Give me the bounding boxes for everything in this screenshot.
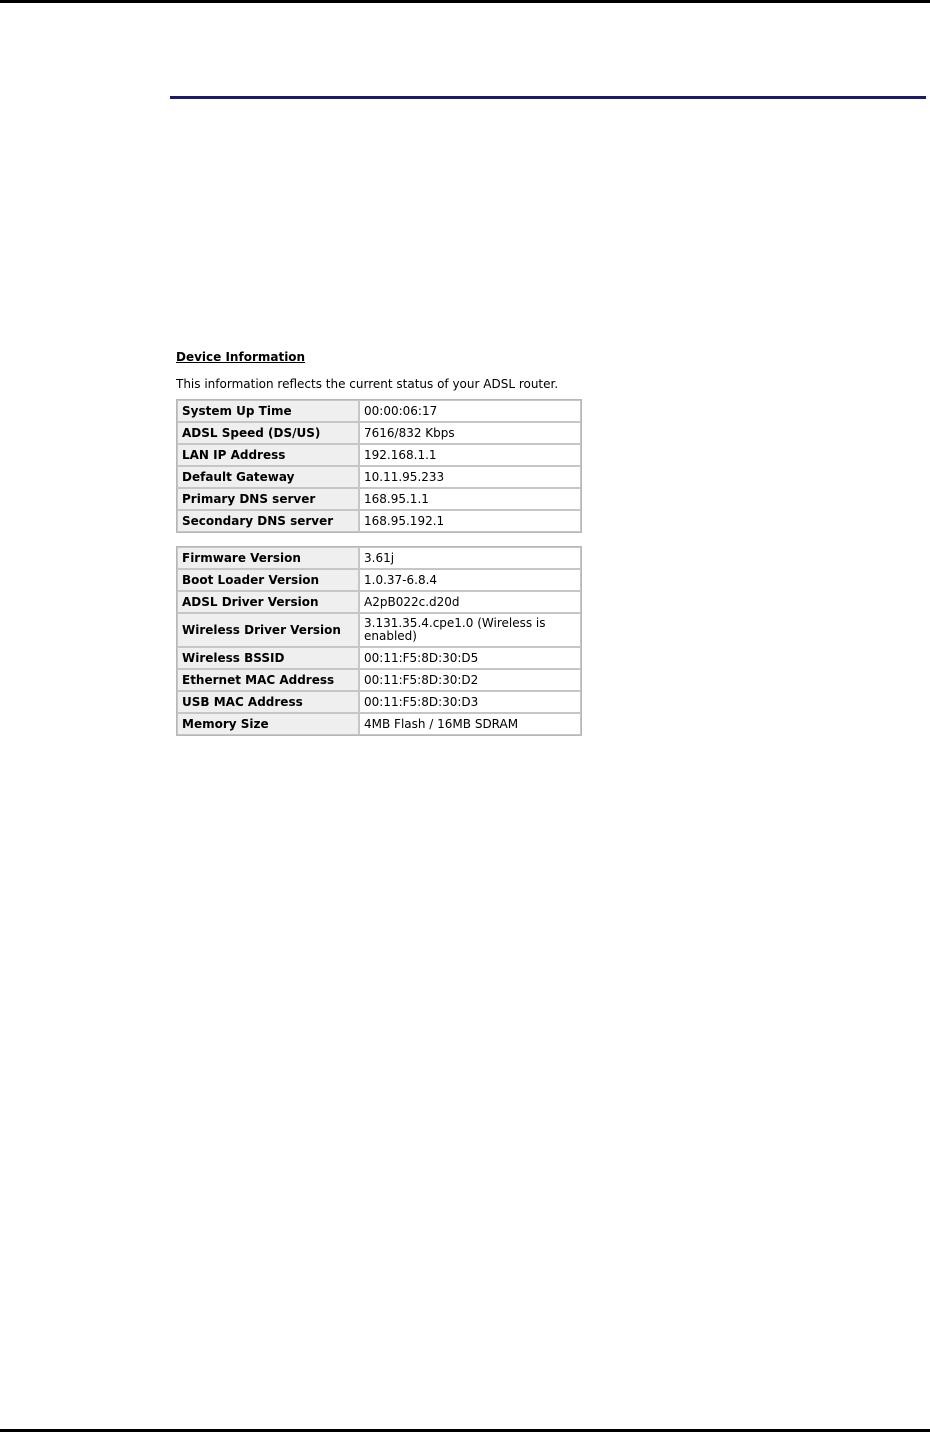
- row-value: 168.95.192.1: [359, 510, 581, 532]
- header-divider-line: [170, 96, 926, 99]
- row-value: 4MB Flash / 16MB SDRAM: [359, 713, 581, 735]
- table-row: [177, 591, 581, 613]
- row-value: 00:11:F5:8D:30:D5: [359, 647, 581, 669]
- row-value: 3.131.35.4.cpe1.0 (Wireless is enabled): [359, 613, 581, 647]
- row-label: Ethernet MAC Address: [177, 669, 359, 691]
- device-details-table: [176, 546, 582, 736]
- table-row: [177, 488, 581, 510]
- table-row: [177, 669, 581, 691]
- table-row: [177, 510, 581, 532]
- row-label: LAN IP Address: [177, 444, 359, 466]
- row-value: 00:11:F5:8D:30:D3: [359, 691, 581, 713]
- bottom-border-line: [0, 1429, 930, 1432]
- table-row: [177, 691, 581, 713]
- row-value: 1.0.37-6.8.4: [359, 569, 581, 591]
- table-row: [177, 569, 581, 591]
- row-label: Firmware Version: [177, 547, 359, 569]
- top-border-line: [0, 0, 930, 3]
- row-value: A2pB022c.d20d: [359, 591, 581, 613]
- table-row: [177, 466, 581, 488]
- row-value: 192.168.1.1: [359, 444, 581, 466]
- row-label: Wireless BSSID: [177, 647, 359, 669]
- row-value: 168.95.1.1: [359, 488, 581, 510]
- row-label: USB MAC Address: [177, 691, 359, 713]
- table-row: [177, 400, 581, 422]
- row-label: Secondary DNS server: [177, 510, 359, 532]
- table-row: [177, 613, 581, 647]
- section-title: Device Information: [176, 350, 306, 364]
- section-description: This information reflects the current status of your ADSL router.: [176, 377, 559, 391]
- row-value: 00:11:F5:8D:30:D2: [359, 669, 581, 691]
- row-value: 00:00:06:17: [359, 400, 581, 422]
- row-label: Boot Loader Version: [177, 569, 359, 591]
- row-label: ADSL Speed (DS/US): [177, 422, 359, 444]
- table-row: [177, 647, 581, 669]
- table-row: [177, 547, 581, 569]
- network-status-table: [176, 399, 582, 533]
- row-label: Wireless Driver Version: [177, 613, 359, 647]
- device-information-panel: [176, 349, 596, 736]
- row-label: Default Gateway: [177, 466, 359, 488]
- row-label: Primary DNS server: [177, 488, 359, 510]
- table-row: [177, 422, 581, 444]
- row-label: ADSL Driver Version: [177, 591, 359, 613]
- table-row: [177, 444, 581, 466]
- row-value: 7616/832 Kbps: [359, 422, 581, 444]
- row-value: 3.61j: [359, 547, 581, 569]
- row-label: Memory Size: [177, 713, 359, 735]
- row-label: System Up Time: [177, 400, 359, 422]
- table-row: [177, 713, 581, 735]
- row-value: 10.11.95.233: [359, 466, 581, 488]
